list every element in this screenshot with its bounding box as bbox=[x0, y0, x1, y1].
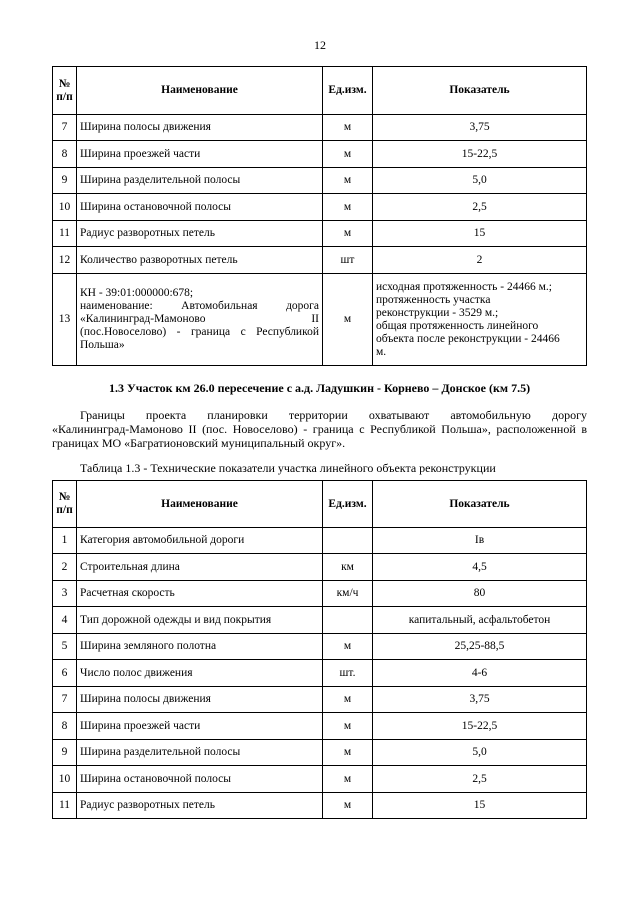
cell-line: (пос.Новоселово) - граница с Республикой bbox=[80, 326, 319, 338]
header-unit: Ед.изм. bbox=[323, 481, 373, 528]
cell-line: общая протяженность линейного bbox=[376, 319, 539, 332]
cell-line: «Калининград-Мамоново II bbox=[80, 313, 319, 325]
cell-line: КН - 39:01:000000:678; bbox=[80, 287, 194, 299]
table-row bbox=[53, 581, 587, 607]
cell-line: исходная протяженность - 24466 м.; bbox=[376, 280, 552, 293]
cell-unit: шт. bbox=[323, 660, 373, 687]
cell-num: 7 bbox=[53, 687, 77, 713]
cell-value: 15 bbox=[373, 221, 587, 247]
cell-name: Количество разворотных петель bbox=[77, 247, 323, 274]
cell-unit: м bbox=[323, 221, 373, 247]
cell-num: 11 bbox=[53, 221, 77, 247]
cell-num: 9 bbox=[53, 168, 77, 194]
cell-name: Ширина полосы движения bbox=[77, 687, 323, 713]
cell-unit: км bbox=[323, 554, 373, 581]
cell-line: протяженность участка bbox=[376, 293, 491, 306]
cell-name: Ширина разделительной полосы bbox=[77, 740, 323, 766]
cell-unit: м bbox=[323, 274, 373, 366]
table-row bbox=[53, 740, 587, 766]
cell-num: 10 bbox=[53, 194, 77, 221]
cell-num: 2 bbox=[53, 554, 77, 581]
cell-num: 1 bbox=[53, 528, 77, 554]
table-row bbox=[53, 247, 587, 274]
cell-num: 3 bbox=[53, 581, 77, 607]
cell-unit: м bbox=[323, 168, 373, 194]
section-heading: 1.3 Участок км 26.0 пересечение с а.д. Ладушкин - Корнево – Донское (км 7.5) bbox=[108, 381, 531, 395]
cell-value: 3,75 bbox=[373, 115, 587, 141]
indicators-table-2 bbox=[52, 480, 587, 819]
cell-name: Ширина проезжей части bbox=[77, 141, 323, 168]
cell-name: Ширина земляного полотна bbox=[77, 634, 323, 660]
cell-name: Категория автомобильной дороги bbox=[77, 528, 323, 554]
page-number: 12 bbox=[314, 38, 326, 52]
cell-num: 12 bbox=[53, 247, 77, 274]
cell-unit: м bbox=[323, 141, 373, 168]
table-row bbox=[53, 634, 587, 660]
cell-num: 13 bbox=[53, 274, 77, 366]
cell-value: 3,75 bbox=[373, 687, 587, 713]
cell-value: 4,5 bbox=[373, 554, 587, 581]
table-row bbox=[53, 528, 587, 554]
table-row bbox=[53, 168, 587, 194]
cell-unit: м bbox=[323, 793, 373, 819]
header-num: № п/п bbox=[53, 67, 77, 115]
cell-value: 4-6 bbox=[373, 660, 587, 687]
cell-unit: м bbox=[323, 115, 373, 141]
cell-line: м. bbox=[376, 345, 387, 358]
cell-unit: м bbox=[323, 687, 373, 713]
cell-num: 8 bbox=[53, 141, 77, 168]
table-row bbox=[53, 194, 587, 221]
cell-value: 15-22,5 bbox=[373, 141, 587, 168]
header-name: Наименование bbox=[77, 67, 323, 115]
cell-unit bbox=[323, 528, 373, 554]
table-row bbox=[53, 607, 587, 634]
cell-unit: км/ч bbox=[323, 581, 373, 607]
cell-value: 2,5 bbox=[373, 194, 587, 221]
cell-value: 2 bbox=[373, 247, 587, 274]
cell-unit: м bbox=[323, 740, 373, 766]
cell-name: Ширина остановочной полосы bbox=[77, 766, 323, 793]
header-value: Показатель bbox=[373, 481, 587, 528]
cell-num: 7 bbox=[53, 115, 77, 141]
table-row bbox=[53, 687, 587, 713]
body-paragraph bbox=[52, 408, 587, 450]
cell-name: Тип дорожной одежды и вид покрытия bbox=[77, 607, 323, 634]
cell-num: 6 bbox=[53, 660, 77, 687]
cell-value: Iв bbox=[373, 528, 587, 554]
cell-line: объекта после реконструкции - 24466 bbox=[376, 332, 560, 345]
table-row bbox=[53, 141, 587, 168]
cell-name-multiline bbox=[77, 274, 323, 366]
header-unit: Ед.изм. bbox=[323, 67, 373, 115]
header-num: № п/п bbox=[53, 481, 77, 528]
cell-value: 80 bbox=[373, 581, 587, 607]
cell-line: наименование: Автомобильная дорога bbox=[80, 300, 319, 312]
table-row bbox=[53, 660, 587, 687]
cell-num: 5 bbox=[53, 634, 77, 660]
table-row bbox=[53, 766, 587, 793]
cell-unit: м bbox=[323, 766, 373, 793]
table-header-row bbox=[53, 481, 587, 528]
cell-unit: м bbox=[323, 634, 373, 660]
table-row bbox=[53, 274, 587, 366]
cell-value: 5,0 bbox=[373, 740, 587, 766]
cell-name: Число полос движения bbox=[77, 660, 323, 687]
cell-num: 4 bbox=[53, 607, 77, 634]
cell-name: Радиус разворотных петель bbox=[77, 221, 323, 247]
table-header-row bbox=[53, 67, 587, 115]
header-value: Показатель bbox=[373, 67, 587, 115]
cell-unit: м bbox=[323, 194, 373, 221]
cell-name: Расчетная скорость bbox=[77, 581, 323, 607]
cell-unit bbox=[323, 607, 373, 634]
cell-num: 11 bbox=[53, 793, 77, 819]
cell-line: реконструкции - 3529 м.; bbox=[376, 306, 499, 319]
cell-value: 2,5 bbox=[373, 766, 587, 793]
table-row bbox=[53, 713, 587, 740]
paragraph-text: «Калининград-Мамоново II (пос. Новоселово) - граница с Республикой Польша», расположенной в границах МО «Багратионовский муниципальный округ». bbox=[52, 422, 587, 450]
cell-name: Строительная длина bbox=[77, 554, 323, 581]
cell-line: Польша» bbox=[80, 339, 125, 351]
header-name: Наименование bbox=[77, 481, 323, 528]
cell-value-multiline bbox=[373, 274, 587, 366]
paragraph-first-line: Границы проекта планировки территории охватывают автомобильную дорогу bbox=[80, 408, 587, 422]
cell-num: 9 bbox=[53, 740, 77, 766]
cell-value: капитальный, асфальтобетон bbox=[373, 607, 587, 634]
cell-num: 10 bbox=[53, 766, 77, 793]
cell-value: 15-22,5 bbox=[373, 713, 587, 740]
cell-value: 25,25-88,5 bbox=[373, 634, 587, 660]
cell-unit: шт bbox=[323, 247, 373, 274]
table-caption: Таблица 1.3 - Технические показатели участка линейного объекта реконструкции bbox=[80, 461, 496, 475]
cell-value: 5,0 bbox=[373, 168, 587, 194]
cell-name: Ширина остановочной полосы bbox=[77, 194, 323, 221]
table-row bbox=[53, 221, 587, 247]
cell-name: Ширина полосы движения bbox=[77, 115, 323, 141]
cell-unit: м bbox=[323, 713, 373, 740]
table-row bbox=[53, 554, 587, 581]
cell-num: 8 bbox=[53, 713, 77, 740]
table-row bbox=[53, 115, 587, 141]
cell-name: Ширина проезжей части bbox=[77, 713, 323, 740]
indicators-table-1 bbox=[52, 66, 587, 366]
table-row bbox=[53, 793, 587, 819]
cell-name: Ширина разделительной полосы bbox=[77, 168, 323, 194]
cell-name: Радиус разворотных петель bbox=[77, 793, 323, 819]
cell-value: 15 bbox=[373, 793, 587, 819]
